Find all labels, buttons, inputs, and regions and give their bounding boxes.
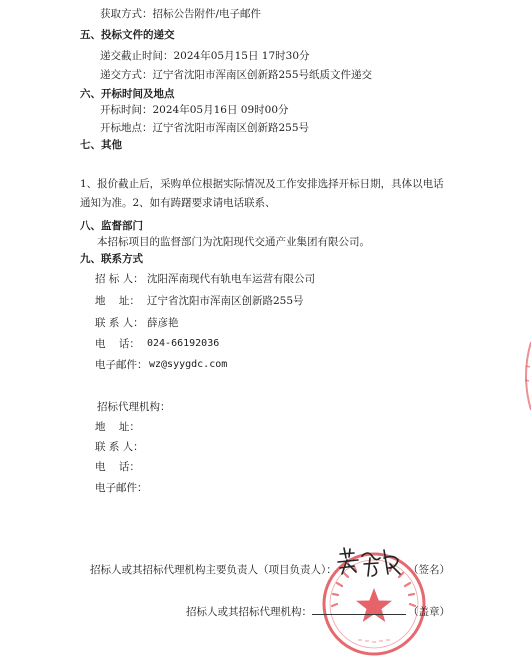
tenderer-address-value: 辽宁省沈阳市浑南区创新路255号 [147,295,304,307]
opening-place: 开标地点：辽宁省沈阳市浑南区创新路255号 [100,122,310,134]
tenderer-address-label: 地 址： [95,295,140,307]
other-note-line-1: 1、报价截止后，采购单位根据实际情况及工作安排选择开标日期，具体以电话 [80,178,444,190]
seal-label: 招标人或其招标代理机构： [186,606,312,618]
tenderer-phone-value: 024-66192036 [147,338,220,349]
seal-underline [312,614,406,615]
submission-deadline: 递交截止时间：2024年05月15日 17时30分 [100,50,310,62]
section-8-heading: 八、监督部门 [80,220,143,232]
opening-time: 开标时间：2024年05月16日 09时00分 [100,104,289,116]
agency-address-label: 地 址： [95,421,140,433]
agency-phone-label: 电 话： [95,461,140,473]
tenderer-contact-value: 薛彦艳 [147,317,179,329]
edge-seal-fragment [517,336,531,416]
other-note-line-2: 通知为准。2、如有踌躇要求请电话联系、 [80,197,276,209]
signatory-label: 招标人或其招标代理机构主要负责人（项目负责人）： [90,564,337,576]
agency-email-label: 电子邮件： [95,482,148,494]
tenderer-email-value: wz@syygdc.com [149,359,228,370]
agency-contact-label: 联 系 人： [95,441,144,453]
tenderer-phone-label: 电 话： [95,338,140,350]
obtain-method-line: 获取方式：招标公告附件/电子邮件 [100,8,262,20]
section-6-heading: 六、开标时间及地点 [80,88,175,100]
section-9-heading: 九、联系方式 [80,253,143,265]
seal-suffix: （盖章） [408,606,450,618]
agency-title: 招标代理机构： [97,401,171,413]
submission-method: 递交方式：辽宁省沈阳市浑南区创新路255号纸质文件递交 [100,69,373,81]
tenderer-name-value: 沈阳浑南现代有轨电车运营有限公司 [147,273,315,285]
tenderer-name-label: 招 标 人： [95,273,144,285]
handwritten-signature [334,544,404,580]
tenderer-contact-label: 联 系 人： [95,317,144,329]
section-7-heading: 七、其他 [80,139,122,151]
section-5-heading: 五、投标文件的递交 [80,29,175,41]
supervision-text: 本招标项目的监督部门为沈阳现代交通产业集团有限公司。 [97,236,370,248]
tenderer-email-label: 电子邮件： [95,359,148,371]
signature-suffix: （签名） [408,564,450,576]
